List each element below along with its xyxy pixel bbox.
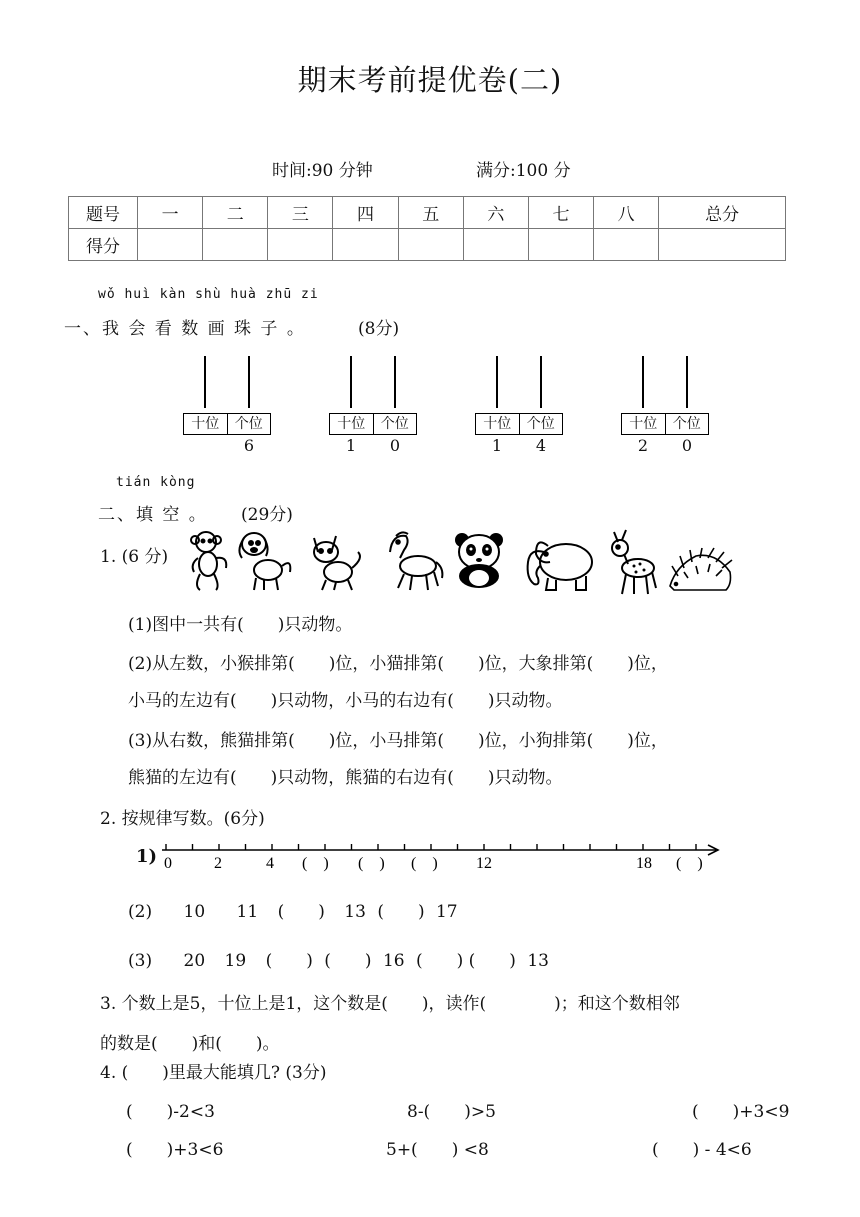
number-line-blank[interactable]: ( )	[358, 855, 385, 872]
sequence-blank[interactable]: ( )	[468, 951, 516, 971]
number-line	[156, 840, 726, 876]
abacus-rod	[350, 356, 352, 408]
abacus-number	[621, 436, 709, 455]
table-cell: 八	[594, 197, 659, 229]
horse-icon	[380, 528, 444, 594]
number-line-label: 18	[636, 855, 652, 872]
sequence-item: (3)	[128, 951, 153, 971]
table-cell: 五	[398, 197, 463, 229]
number-line-label: 0	[164, 855, 172, 872]
number-line-ticks	[166, 844, 696, 850]
page-title: 期末考前提优卷(二)	[297, 63, 563, 97]
q2-1-line1: (1)图中一共有( )只动物。	[128, 615, 353, 635]
table-cell: 七	[528, 197, 593, 229]
ones-digit: 4	[535, 436, 547, 455]
sequence-blank[interactable]: ( )	[324, 951, 372, 971]
table-cell: 三	[268, 197, 333, 229]
q2-2-label: 2. 按规律写数。(6分)	[100, 809, 265, 829]
sequence-3	[128, 946, 549, 971]
tens-digit	[183, 436, 227, 455]
q2-1-line3: 小马的左边有( )只动物，小马的右边有( )只动物。	[128, 691, 563, 711]
number-line-prefix: 1)	[136, 846, 158, 867]
q1-score: (8分)	[358, 319, 400, 339]
hedgehog-icon	[666, 546, 734, 596]
panda-icon	[452, 528, 510, 594]
q2-1-label: 1. (6 分)	[100, 547, 169, 567]
abacus-number	[475, 436, 563, 455]
abacus-rod	[540, 356, 542, 408]
elephant-icon	[518, 528, 598, 594]
full-score: 满分:100 分	[476, 161, 571, 181]
number-line-label: 12	[476, 855, 492, 872]
sequence-item: 19	[224, 951, 247, 971]
tens-digit: 2	[637, 436, 649, 455]
score-input-cell[interactable]	[659, 229, 786, 261]
score-input-cell[interactable]	[594, 229, 659, 261]
q2-pinyin: tián kòng	[116, 475, 196, 490]
q2-1-line5: 熊猫的左边有( )只动物，熊猫的右边有( )只动物。	[128, 768, 563, 788]
abacus-place-labels	[621, 413, 709, 435]
sequence-blank[interactable]: ( )	[377, 902, 425, 922]
sequence-item: 13	[527, 951, 549, 971]
ones-digit: 6	[243, 436, 255, 455]
q2-score: (29分)	[241, 505, 293, 525]
ones-digit: 0	[681, 436, 693, 455]
q1-pinyin: wǒ huì kàn shù huà zhū zi	[98, 287, 319, 302]
sequence-item: 16	[382, 951, 405, 971]
cat-icon	[306, 528, 366, 594]
sequence-item: 13	[344, 902, 366, 922]
score-input-cell[interactable]	[398, 229, 463, 261]
tens-label: 十位	[330, 414, 374, 434]
tens-digit: 1	[491, 436, 503, 455]
tens-digit: 1	[345, 436, 357, 455]
q1-heading: 一、我 会 看 数 画 珠 子 。	[64, 319, 306, 339]
score-input-cell[interactable]	[138, 229, 203, 261]
q2-1-line2: (2)从左数，小猴排第( )位，小猫排第( )位，大象排第( )位，	[128, 654, 668, 674]
q2-1-line4: (3)从右数，熊猫排第( )位，小马排第( )位，小狗排第( )位，	[128, 731, 668, 751]
tens-label: 十位	[476, 414, 520, 434]
inequality-item[interactable]: ( )-2<3	[126, 1102, 215, 1122]
number-line-blank[interactable]: ( )	[676, 855, 703, 872]
abacus-1[interactable]	[183, 356, 271, 456]
abacus-4[interactable]	[621, 356, 709, 456]
table-cell: 二	[203, 197, 268, 229]
abacus-rod	[248, 356, 250, 408]
table-cell: 六	[463, 197, 528, 229]
abacus-3[interactable]	[475, 356, 563, 456]
table-cell: 四	[333, 197, 398, 229]
ones-label: 个位	[234, 416, 263, 432]
ones-label: 个位	[526, 416, 555, 432]
abacus-rod	[496, 356, 498, 408]
q2-3-line2: 的数是( )和( )。	[100, 1034, 280, 1054]
abacus-rod	[642, 356, 644, 408]
score-input-cell[interactable]	[528, 229, 593, 261]
sequence-2	[128, 897, 458, 922]
q2-4-label: 4. ( )里最大能填几? (3分)	[100, 1063, 327, 1083]
exam-time: 时间:90 分钟	[272, 161, 373, 181]
score-table-score-row	[69, 229, 786, 261]
table-cell: 题号	[69, 197, 138, 229]
sequence-item: (2)	[128, 902, 153, 922]
inequality-item[interactable]: ( )+3<9	[692, 1102, 790, 1122]
number-line-blank[interactable]: ( )	[302, 855, 329, 872]
number-line-label: 4	[266, 855, 274, 872]
abacus-rod	[394, 356, 396, 408]
abacus-place-labels	[183, 413, 271, 435]
abacus-rod	[204, 356, 206, 408]
dog-icon	[236, 528, 296, 594]
ones-digit: 0	[389, 436, 401, 455]
number-line-blank[interactable]: ( )	[411, 855, 438, 872]
table-cell: 一	[138, 197, 203, 229]
inequality-item[interactable]: 8-( )>5	[407, 1102, 496, 1122]
inequality-item[interactable]: ( )+3<6	[126, 1140, 224, 1160]
abacus-2[interactable]	[329, 356, 417, 456]
sequence-item: 17	[435, 902, 458, 922]
sequence-blank[interactable]: ( )	[415, 951, 464, 971]
number-line-label: 2	[214, 855, 222, 872]
sequence-item: 20	[183, 951, 206, 971]
monkey-icon	[186, 528, 232, 594]
q2-heading: 二、填 空 。	[98, 505, 208, 525]
sequence-blank[interactable]: ( )	[265, 951, 313, 971]
score-input-cell[interactable]	[268, 229, 333, 261]
q2-3-line1: 3. 个数上是5，十位上是1，这个数是( )，读作( )；和这个数相邻	[100, 994, 680, 1014]
abacus-place-labels	[329, 413, 417, 435]
abacus-rod	[686, 356, 688, 408]
abacus-place-labels	[475, 413, 563, 435]
tens-label: 十位	[622, 414, 666, 434]
sequence-item: 11	[236, 902, 259, 922]
ones-label: 个位	[380, 416, 409, 432]
abacus-number	[329, 436, 417, 455]
table-cell: 总分	[659, 197, 786, 229]
abacus-number	[183, 436, 271, 455]
score-input-cell[interactable]	[333, 229, 398, 261]
score-table	[68, 196, 786, 261]
score-table-header-row	[69, 197, 786, 229]
sequence-blank[interactable]: ( )	[277, 902, 325, 922]
score-input-cell[interactable]	[463, 229, 528, 261]
deer-icon	[604, 528, 660, 598]
tens-label: 十位	[184, 414, 228, 434]
score-input-cell[interactable]	[203, 229, 268, 261]
sequence-item: 10	[183, 902, 206, 922]
ones-label: 个位	[672, 416, 701, 432]
inequality-item[interactable]: ( ) - 4<6	[652, 1140, 752, 1160]
inequality-item[interactable]: 5+( ) <8	[386, 1140, 489, 1160]
table-cell: 得分	[69, 229, 138, 261]
